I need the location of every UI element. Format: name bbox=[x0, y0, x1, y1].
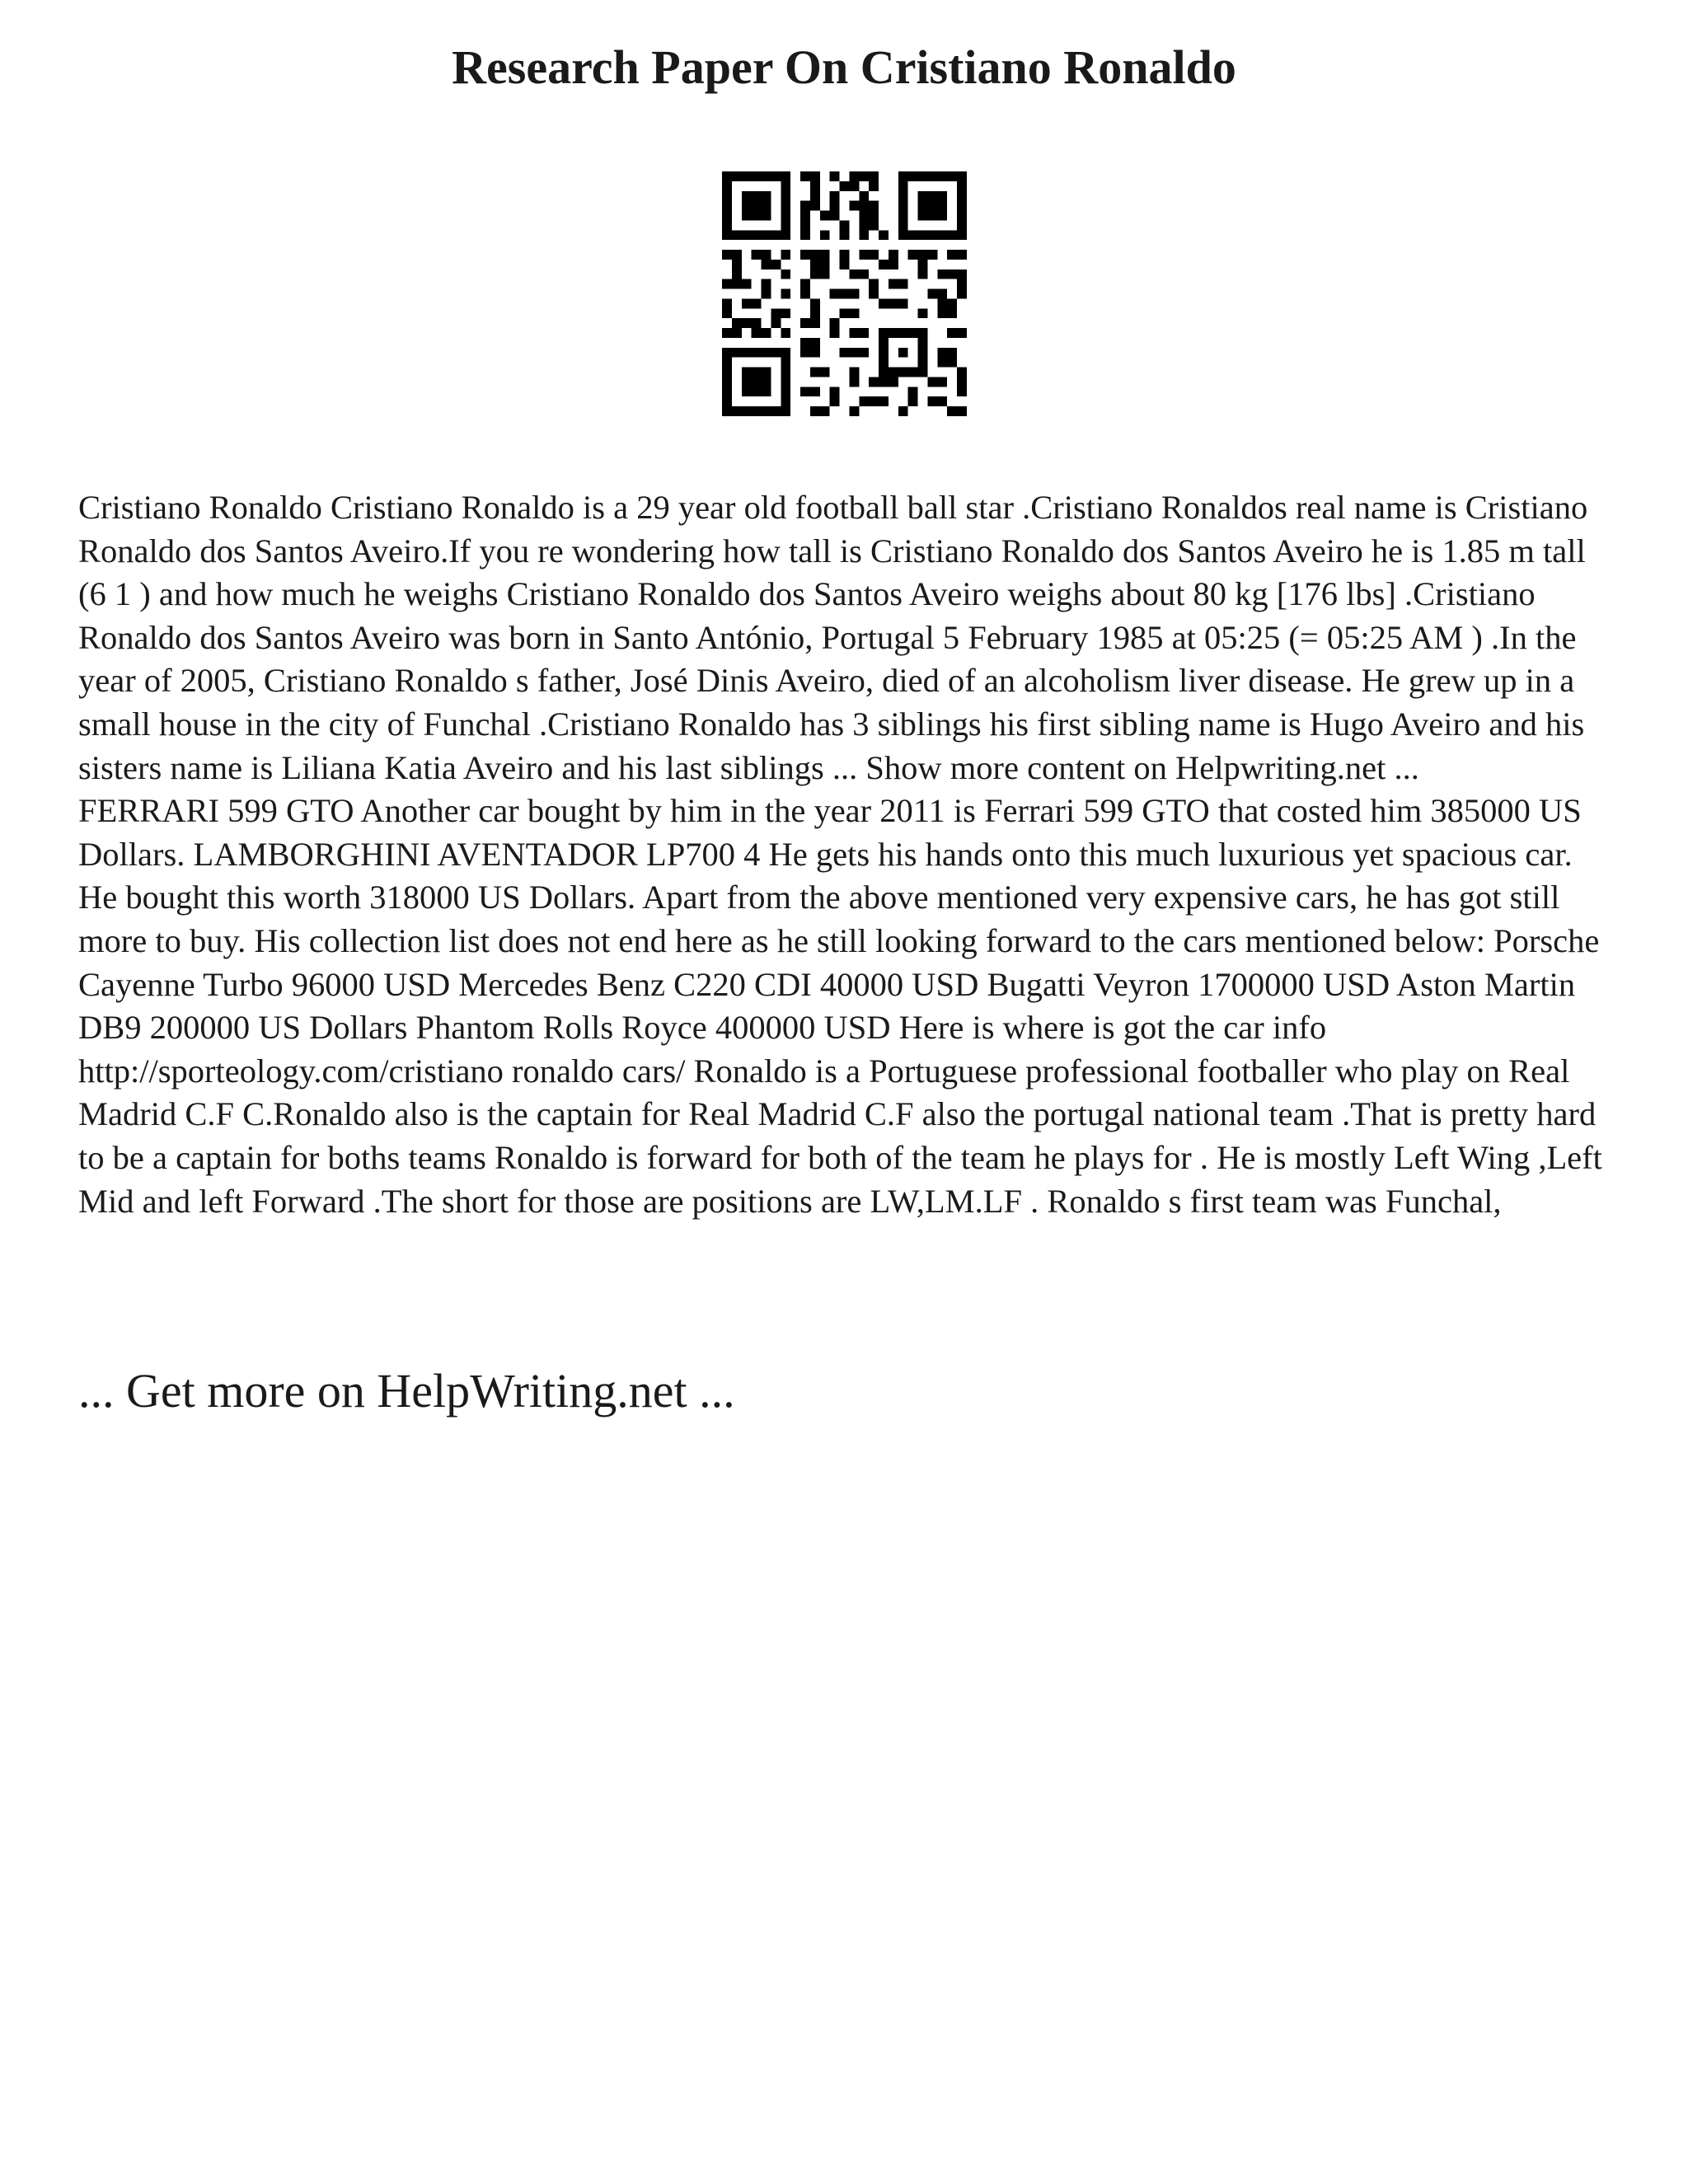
page-title: Research Paper On Cristiano Ronaldo bbox=[452, 40, 1236, 94]
paragraph-biography: Cristiano Ronaldo Cristiano Ronaldo is a 29 year old football ball star .Cristiano Ronaldos real name is Cristiano Ronaldo dos Santos Aveiro.If you re wondering how tall is Cristiano Ronaldo dos Santos Aveiro he is 1.85 m tall (6 1 ) and how much he weighs Cristiano Ronaldo dos Santos Aveiro weighs about 80 kg [176 lbs] .Cristiano Ronaldo dos Santos Aveiro was born in Santo António, Portugal 5 February 1985 at 05:25 (= 05:25 AM ) .In the year of 2005, Cristiano Ronaldo s father, José Dinis Aveiro, died of an alcoholism liver disease. He grew up in a small house in the city of Funchal .Cristiano Ronaldo has 3 siblings his first sibling name is Hugo Aveiro and his sisters name is Liliana Katia Aveiro and his last siblings ... Show more content on Helpwriting.net ... bbox=[78, 489, 1588, 786]
paragraph-cars-career: FERRARI 599 GTO Another car bought by him in the year 2011 is Ferrari 599 GTO that costed him 385000 US Dollars. LAMBORGHINI AVENTADOR LP700 4 He gets his hands onto this much luxurious yet spacious car. He bought this worth 318000 US Dollars. Apart from the above mentioned very expensive cars, he has got still more to buy. His collection list does not end here as he still looking forward to the cars mentioned below: Porsche Cayenne Turbo 96000 USD Mercedes Benz C220 CDI 40000 USD Bugatti Veyron 1700000 USD Aston Martin DB9 200000 US Dollars Phantom Rolls Royce 400000 USD Here is where is got the car info http://sporteology.com/cristiano ronaldo cars/ Ronaldo is a Portuguese professional footballer who play on Real Madrid C.F C.Ronaldo also is the captain for Real Madrid C.F also the portugal national team .That is pretty hard to be a captain for boths teams Ronaldo is forward for both of the team he plays for . He is mostly Left Wing ,Left Mid and left Forward .The short for those are positions are LW,LM.LF . Ronaldo s first team was Funchal, bbox=[78, 792, 1602, 1220]
get-more-link[interactable]: ... Get more on HelpWriting.net ... bbox=[78, 1364, 735, 1418]
qr-code-graphic bbox=[722, 171, 967, 416]
qr-code-icon bbox=[722, 171, 967, 416]
article-body bbox=[78, 486, 1620, 1223]
